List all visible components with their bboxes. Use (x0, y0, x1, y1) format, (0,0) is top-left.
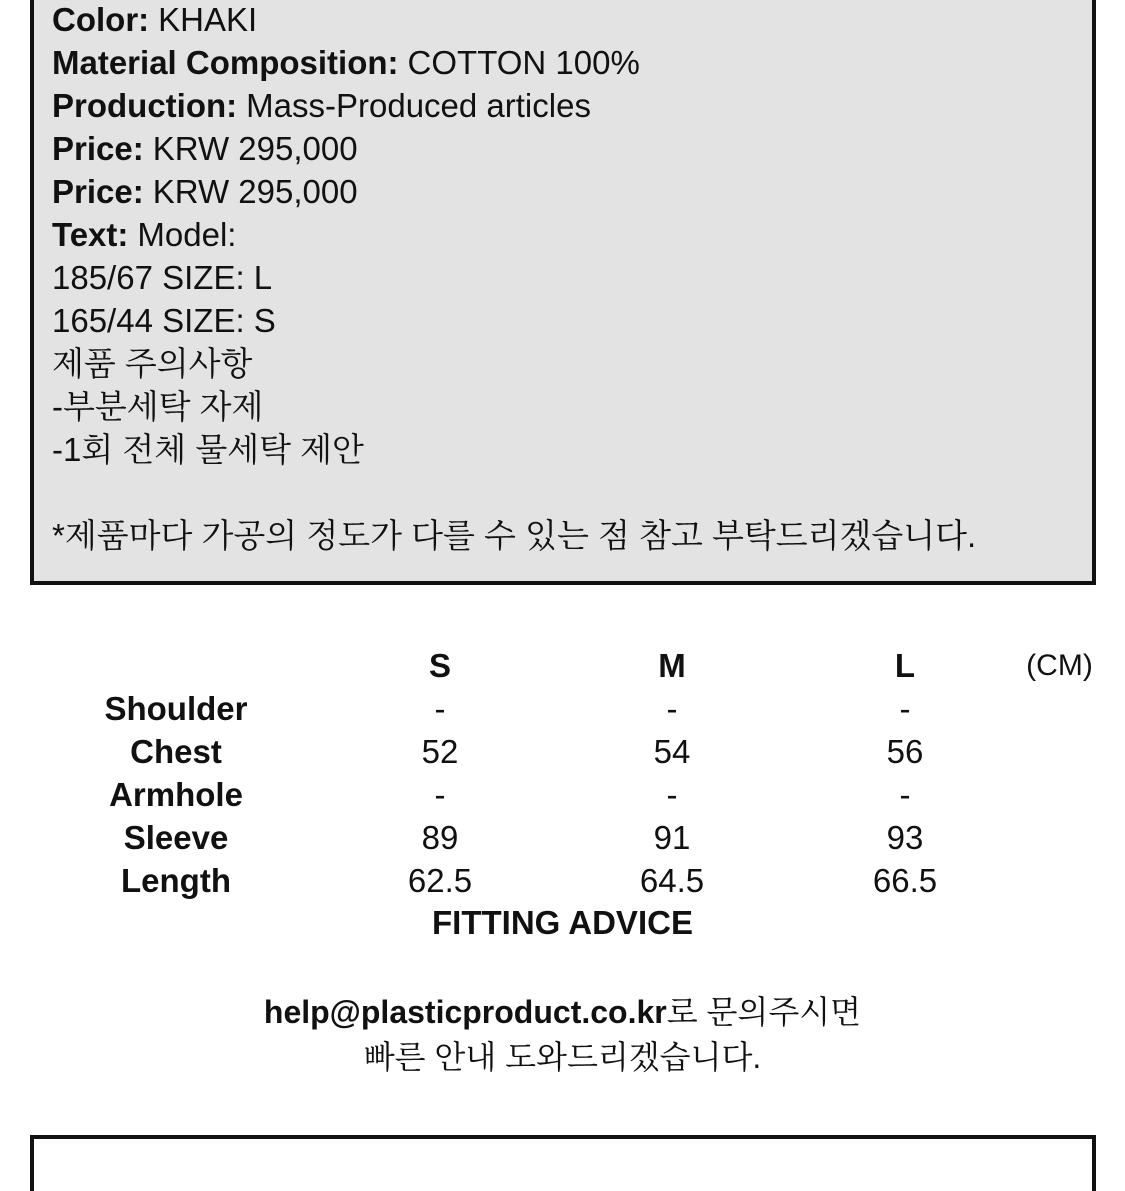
info-value: 제품 주의사항 (52, 345, 253, 382)
cell-value: 93 (886, 819, 924, 856)
size-chart-table (0, 644, 1125, 902)
info-value: -부분세탁 자제 (52, 388, 264, 425)
size-col-m: M (658, 647, 686, 684)
info-value: KRW 295,000 (152, 130, 358, 167)
info-value: COTTON 100% (407, 44, 640, 81)
info-label: Price: (52, 173, 144, 210)
info-label: Price: (52, 130, 144, 167)
row-label: Chest (130, 733, 222, 770)
row-label: Sleeve (123, 819, 229, 856)
row-label: Armhole (109, 776, 243, 813)
info-line-care-title (52, 342, 1074, 385)
info-label: Material Composition: (52, 44, 399, 81)
cell-value: - (899, 776, 911, 813)
contact-line-1-suffix: 로 문의주시면 (666, 994, 862, 1030)
info-line-price-2 (52, 170, 1074, 213)
info-line-model-size-l (52, 256, 1074, 299)
table-row-shoulder (0, 687, 1125, 730)
info-label: Production: (52, 87, 238, 124)
info-line-price-1 (52, 127, 1074, 170)
cell-value: - (666, 776, 678, 813)
size-chart-unit-label: (CM) (1026, 649, 1093, 682)
row-label: Length (121, 862, 231, 899)
spacer-line (52, 471, 1074, 514)
info-value: -1회 전체 물세탁 제안 (52, 431, 364, 468)
bottom-content-box (30, 1135, 1096, 1191)
info-value: 185/67 SIZE: L (52, 259, 273, 296)
product-note: *제품마다 가공의 정도가 다를 수 있는 점 참고 부탁드리겠습니다. (52, 517, 977, 554)
info-value: KHAKI (158, 1, 258, 38)
cell-value: 62.5 (407, 862, 473, 899)
contact-line-1 (0, 990, 1125, 1035)
info-line-care-2 (52, 428, 1074, 471)
cell-value: 52 (421, 733, 459, 770)
size-chart-corner-cell (0, 644, 352, 687)
cell-value: 54 (653, 733, 691, 770)
size-col-s: S (428, 647, 451, 684)
fitting-advice-heading: FITTING ADVICE (432, 904, 693, 941)
row-label: Shoulder (104, 690, 248, 727)
cell-value: 56 (886, 733, 924, 770)
info-line-material (52, 41, 1074, 84)
cell-value: 91 (653, 819, 691, 856)
product-info-box (30, 0, 1096, 585)
info-line-production (52, 84, 1074, 127)
info-line-text-model (52, 213, 1074, 256)
contact-email: help@plasticproduct.co.kr (263, 994, 667, 1030)
table-row-armhole (0, 773, 1125, 816)
cell-value: - (666, 690, 678, 727)
info-line-color (52, 0, 1074, 41)
cell-value: - (434, 690, 446, 727)
table-row-length (0, 859, 1125, 902)
info-line-model-size-s (52, 299, 1074, 342)
info-value: Model: (137, 216, 237, 253)
info-value: KRW 295,000 (152, 173, 358, 210)
cell-value: 64.5 (639, 862, 705, 899)
info-label: Color: (52, 1, 150, 38)
cell-value: - (434, 776, 446, 813)
contact-line-2: 빠른 안내 도와드리겠습니다. (363, 1039, 762, 1075)
cell-value: 89 (421, 819, 459, 856)
cell-value: 66.5 (872, 862, 938, 899)
info-label: Text: (52, 216, 129, 253)
table-row-chest (0, 730, 1125, 773)
contact-info (0, 990, 1125, 1080)
info-line-care-1 (52, 385, 1074, 428)
table-row-sleeve (0, 816, 1125, 859)
size-col-l: L (894, 647, 916, 684)
size-chart-header-row (0, 644, 1125, 687)
info-value: Mass-Produced articles (246, 87, 591, 124)
info-value: 165/44 SIZE: S (52, 302, 276, 339)
cell-value: - (899, 690, 911, 727)
